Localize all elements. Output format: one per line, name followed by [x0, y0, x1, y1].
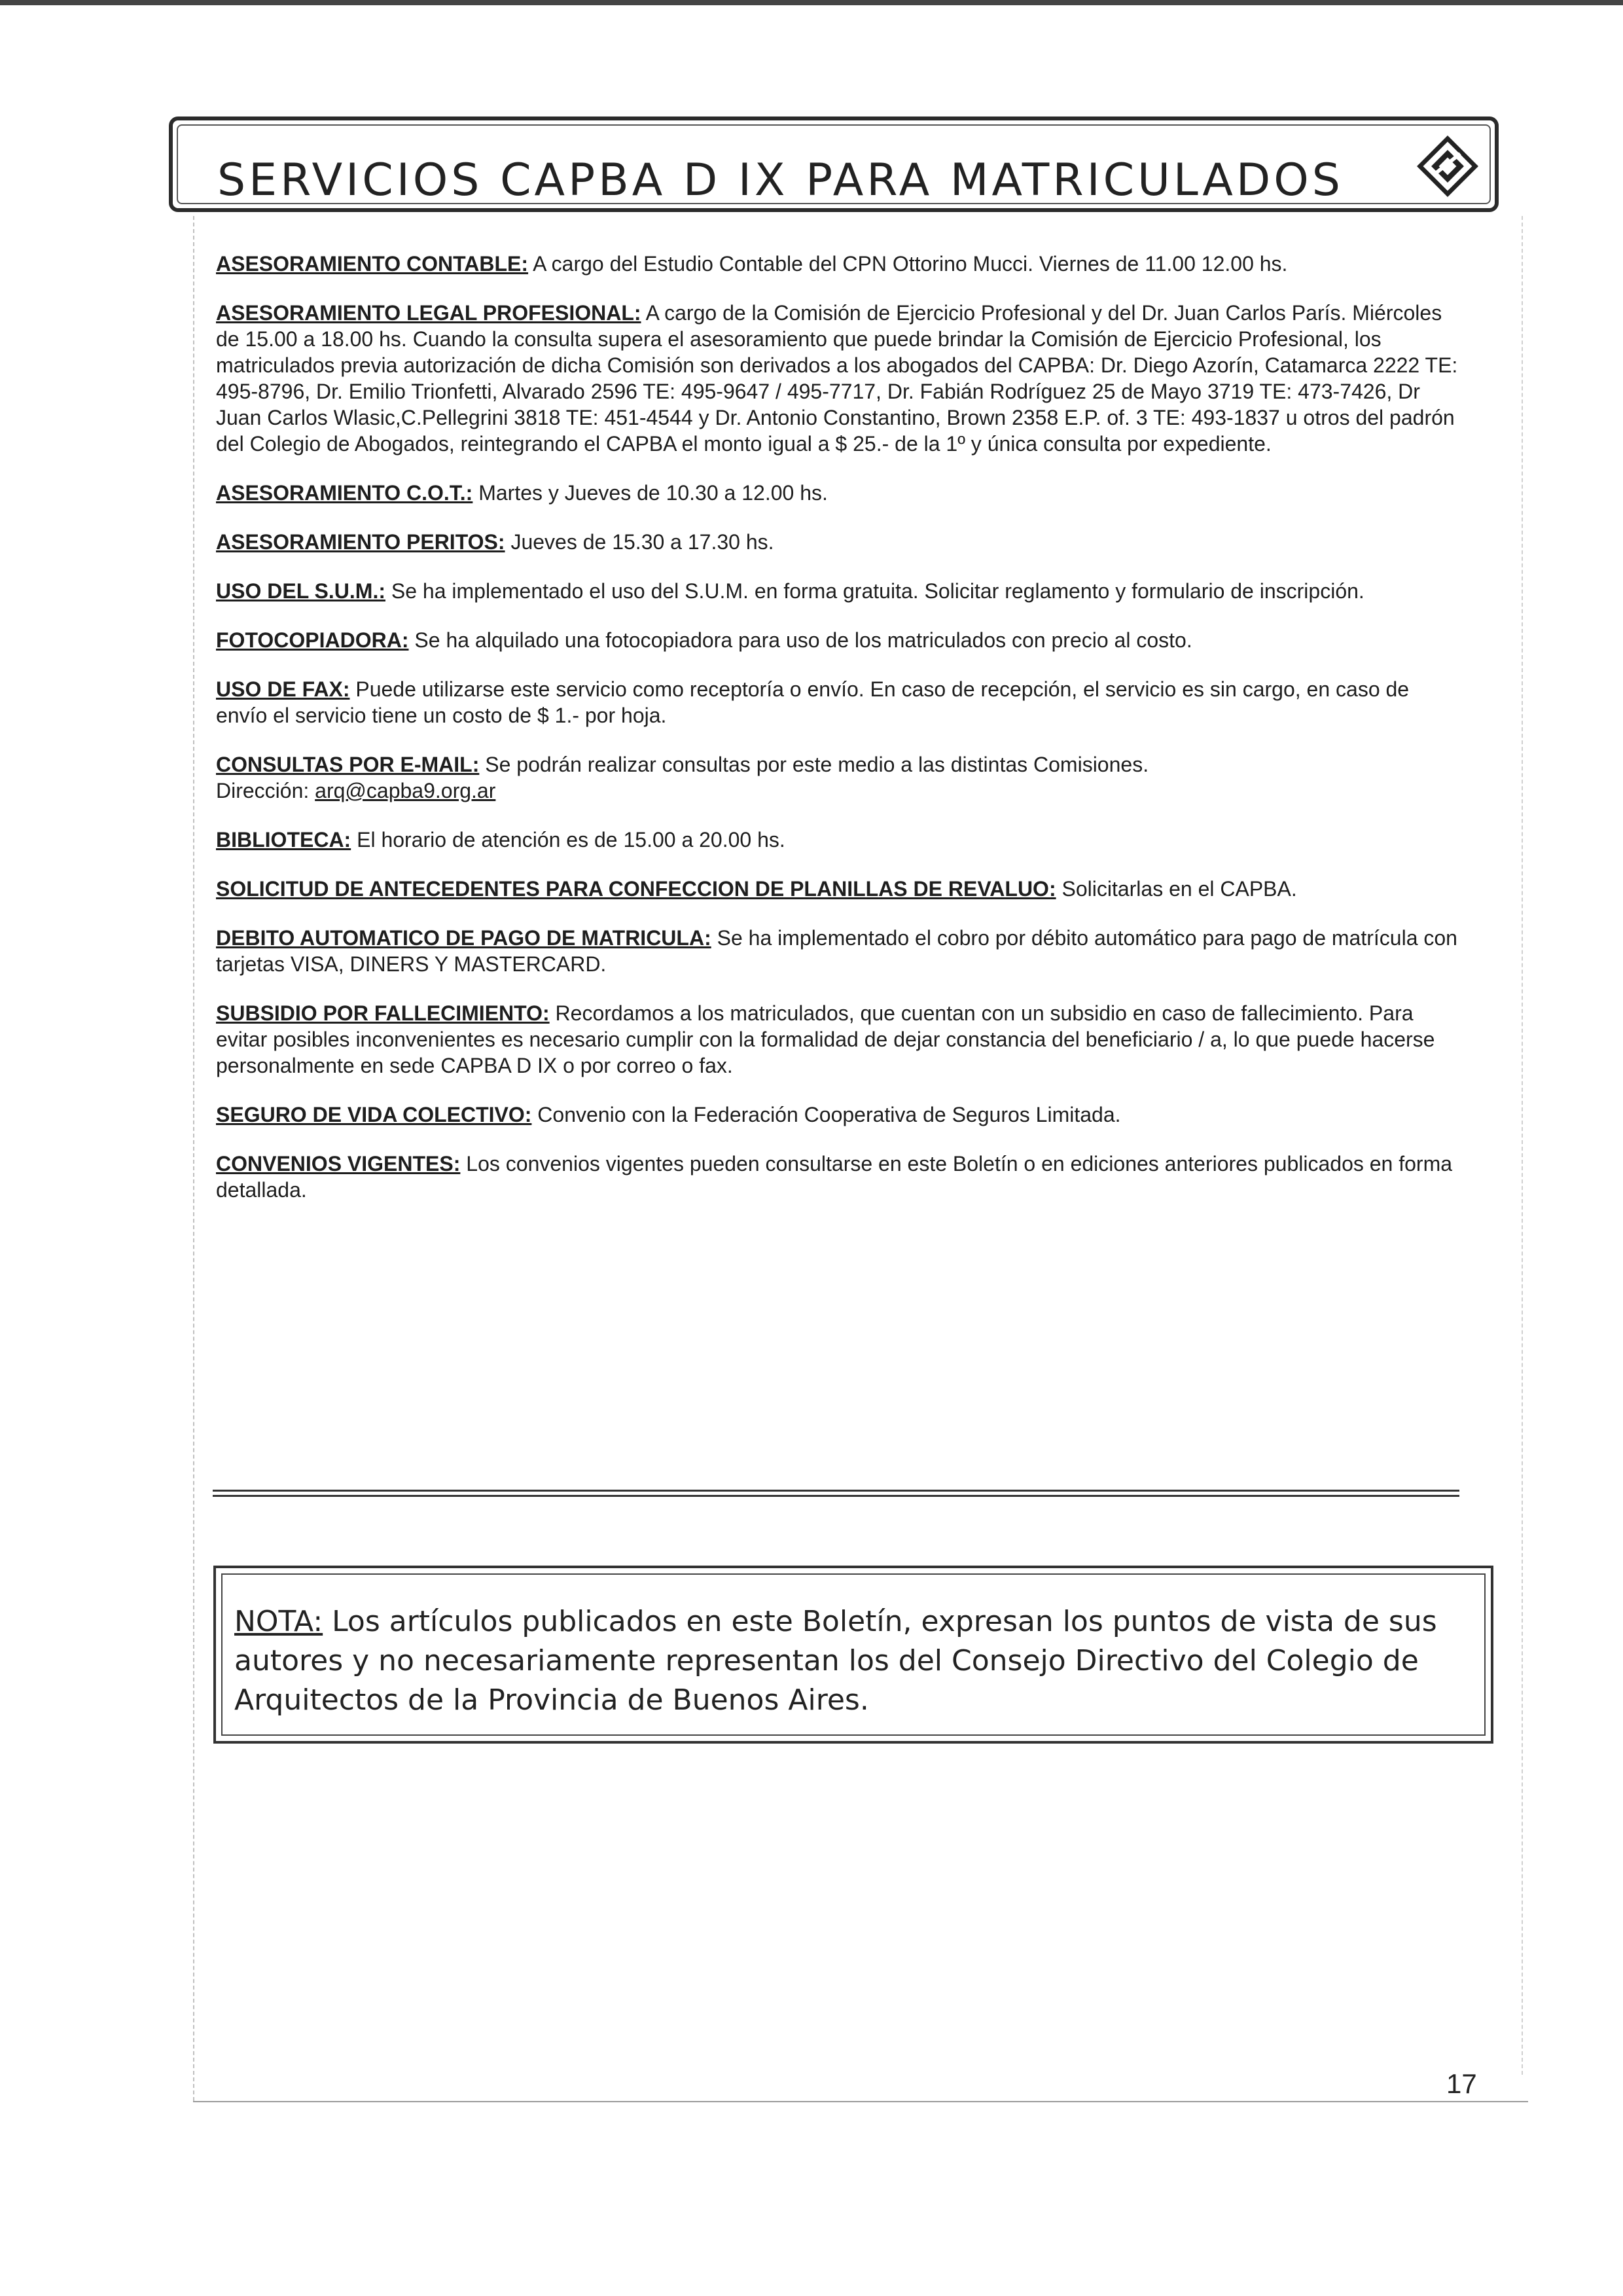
service-item [216, 1102, 1466, 1128]
section-divider [213, 1490, 1459, 1503]
note-label: NOTA: [234, 1605, 323, 1638]
page-header [169, 117, 1499, 212]
service-label: DEBITO AUTOMATICO DE PAGO DE MATRICULA: [216, 926, 711, 950]
service-label: ASESORAMIENTO LEGAL PROFESIONAL: [216, 301, 641, 325]
service-text: Se ha implementado el uso del S.U.M. en forma gratuita. Solicitar reglamento y formulario de inscripción. [385, 579, 1364, 603]
note-text [234, 1602, 1471, 1720]
service-label: CONSULTAS POR E-MAIL: [216, 753, 480, 776]
service-item [216, 480, 1466, 506]
service-label: SOLICITUD DE ANTECEDENTES PARA CONFECCION DE PLANILLAS DE REVALUO: [216, 877, 1056, 901]
service-item [216, 676, 1466, 728]
service-item [216, 876, 1466, 902]
service-label: BIBLIOTECA: [216, 828, 351, 852]
service-item [216, 627, 1466, 653]
service-text: Se ha alquilado una fotocopiadora para uso de los matriculados con precio al costo. [408, 628, 1192, 652]
service-text: Martes y Jueves de 10.30 a 12.00 hs. [473, 481, 828, 505]
service-item [216, 251, 1466, 277]
service-label: USO DE FAX: [216, 677, 350, 701]
service-label: FOTOCOPIADORA: [216, 628, 409, 652]
service-item [216, 1151, 1466, 1203]
page-frame-right [1522, 216, 1523, 2075]
service-label: ASESORAMIENTO CONTABLE: [216, 252, 529, 276]
note-box [213, 1566, 1493, 1744]
email-prefix: Dirección: [216, 779, 315, 802]
service-label: SUBSIDIO POR FALLECIMIENTO: [216, 1001, 550, 1025]
service-label: USO DEL S.U.M.: [216, 579, 385, 603]
service-label: ASESORAMIENTO C.O.T.: [216, 481, 473, 505]
service-label: SEGURO DE VIDA COLECTIVO: [216, 1103, 532, 1126]
service-text: A cargo de la Comisión de Ejercicio Profesional y del Dr. Juan Carlos París. Miércoles de 15.00 a 18.00 hs. Cuando la consulta supera el asesoramiento que puede brindar la Comisión de Ejercicio Profesional, los matriculados previa autorización de dicha Comisión son derivados a los abogados del CAPBA: Dr. Diego Azorín, Catamarca 2222 TE: 495-8796, Dr. Emilio Trionfetti, Alvarado 2596 TE: 495-9647 / 495-7717, Dr. Fabián Rodríguez 25 de Mayo 3719 TE: 473-7426, Dr Juan Carlos Wlasic,C.Pellegrini 3818 TE: 451-4544 y Dr. Antonio Constantino, Brown 2358 E.P. of. 3 TE: 493-1837 u otros del padrón del Colegio de Abogados, reintegrando el CAPBA el monto igual a $ 25.- de la 1º y única consulta por expediente. [216, 301, 1458, 456]
service-text: Solicitarlas en el CAPBA. [1056, 877, 1297, 901]
scan-top-edge [0, 0, 1623, 5]
service-text: Recordamos a los matriculados, que cuentan con un subsidio en caso de fallecimiento. Para evitar posibles inconvenientes es necesario cumplir con la formalidad de dejar constancia del beneficiario / a, lo que puede hacerse personalmente en sede CAPBA D IX o por correo o fax. [216, 1001, 1435, 1077]
service-text: Jueves de 15.30 a 17.30 hs. [505, 530, 774, 554]
page-frame-bottom [193, 2101, 1528, 2102]
service-text: Se ha implementado el cobro por débito automático para pago de matrícula con tarjetas VISA, DINERS Y MASTERCARD. [216, 926, 1457, 976]
capba-logo-icon [1416, 135, 1479, 198]
service-text: El horario de atención es de 15.00 a 20.00 hs. [351, 828, 785, 852]
note-body: Los artículos publicados en este Boletín, expresan los puntos de vista de sus autores y no necesariamente representan los del Consejo Directivo del Colegio de Arquitectos de la Provincia de Buenos Aires. [234, 1605, 1437, 1717]
service-text: Los convenios vigentes pueden consultarse en este Boletín o en ediciones anteriores publicados en forma detallada. [216, 1152, 1453, 1202]
email-link[interactable]: arq@capba9.org.ar [315, 779, 496, 802]
service-item [216, 578, 1466, 604]
service-text: A cargo del Estudio Contable del CPN Ottorino Mucci. Viernes de 11.00 12.00 hs. [528, 252, 1288, 276]
service-item [216, 751, 1466, 804]
service-text: Se podrán realizar consultas por este medio a las distintas Comisiones. [479, 753, 1149, 776]
service-label: CONVENIOS VIGENTES: [216, 1152, 461, 1175]
service-label: ASESORAMIENTO PERITOS: [216, 530, 505, 554]
service-item [216, 925, 1466, 977]
service-text: Puede utilizarse este servicio como receptoría o envío. En caso de recepción, el servicio es sin cargo, en caso de envío el servicio tiene un costo de $ 1.- por hoja. [216, 677, 1410, 727]
service-item [216, 1000, 1466, 1079]
service-text: Convenio con la Federación Cooperativa de Seguros Limitada. [531, 1103, 1121, 1126]
service-item [216, 300, 1466, 457]
service-item [216, 529, 1466, 555]
services-list [216, 251, 1466, 1226]
service-item [216, 827, 1466, 853]
page-title: SERVICIOS CAPBA D IX PARA MATRICULADOS [217, 154, 1344, 206]
page-frame-left [193, 216, 194, 2101]
page-number: 17 [1446, 2068, 1477, 2099]
